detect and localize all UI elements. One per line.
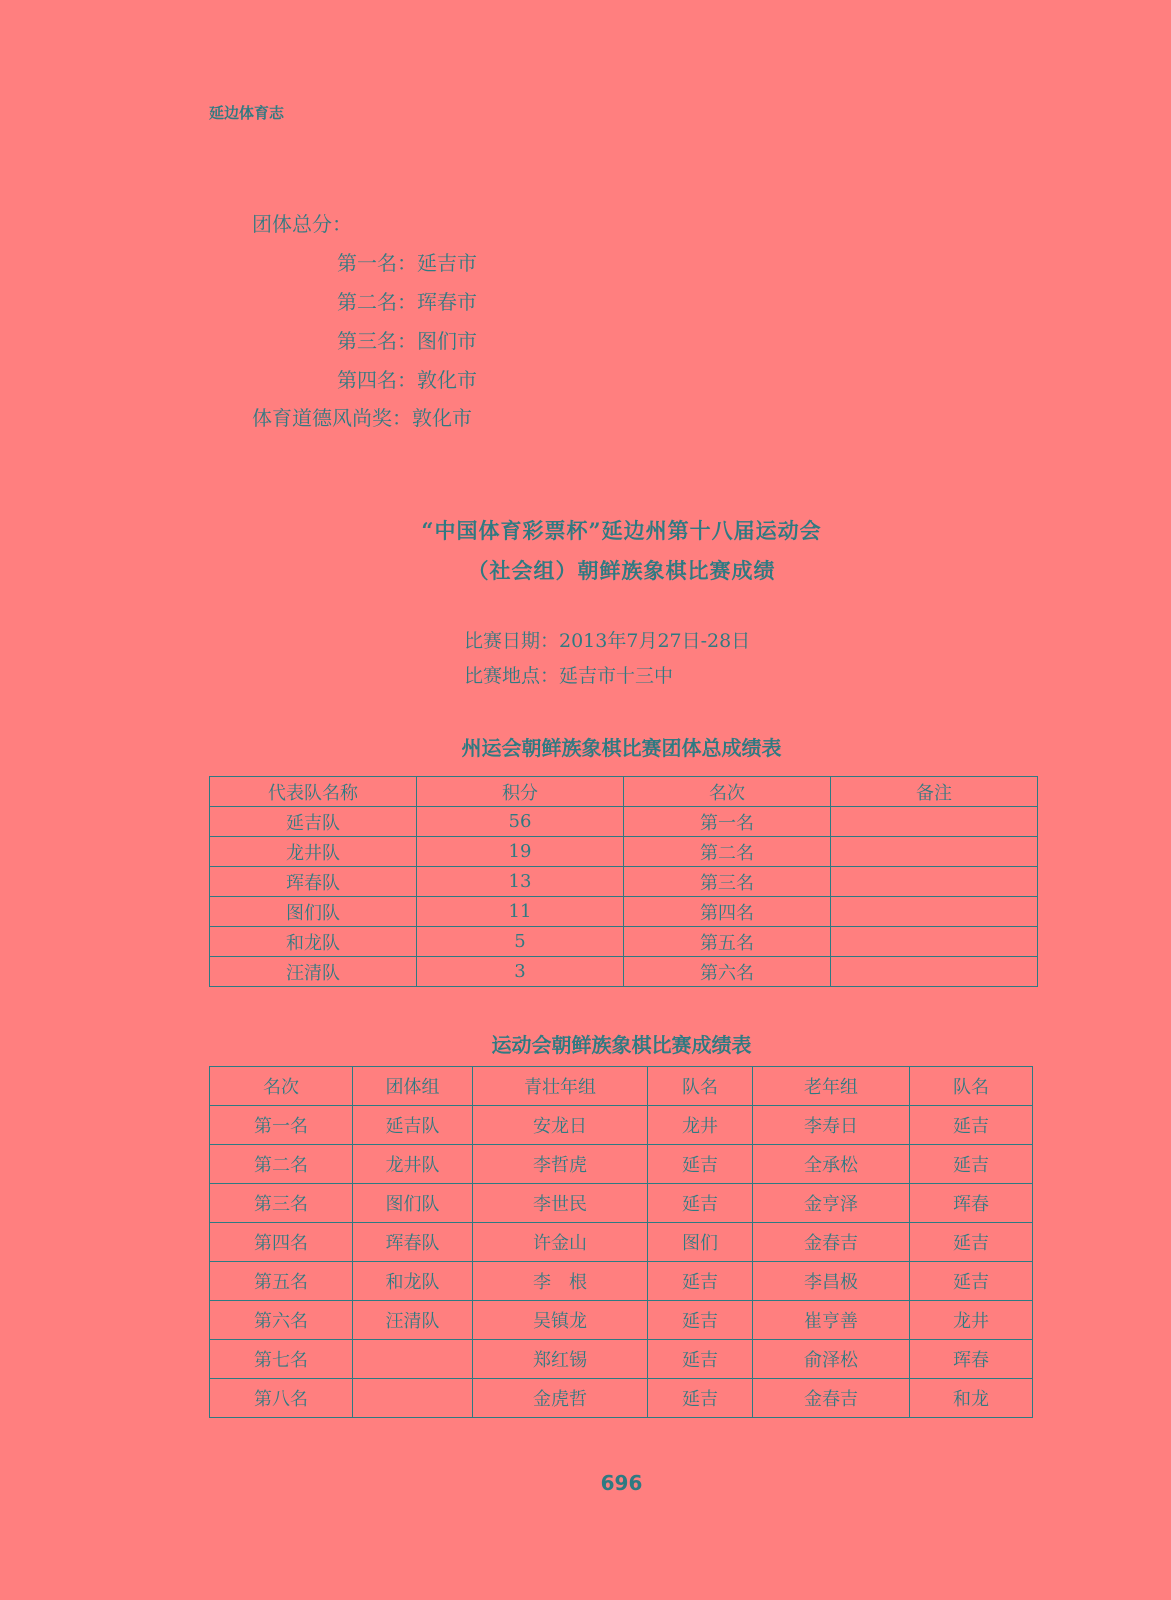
table-cell: 汪清队 bbox=[353, 1301, 473, 1340]
table-row bbox=[210, 927, 1038, 957]
individual-result-table bbox=[209, 1066, 1033, 1418]
table-header-cell: 积分 bbox=[417, 777, 624, 807]
team-rank-2: 第二名：珲春市 bbox=[337, 290, 477, 314]
event-date: 比赛日期：2013年7月27日-28日 bbox=[464, 630, 751, 652]
table-row bbox=[210, 1184, 1033, 1223]
table-cell bbox=[831, 807, 1038, 837]
table-cell: 第二名 bbox=[210, 1145, 353, 1184]
team-total-label: 团体总分： bbox=[252, 212, 352, 236]
table-cell: 11 bbox=[417, 897, 624, 927]
event-title-line2: （社会组）朝鲜族象棋比赛成绩 bbox=[467, 558, 776, 583]
table-cell: 珲春队 bbox=[353, 1223, 473, 1262]
table-cell bbox=[831, 837, 1038, 867]
table2-title: 运动会朝鲜族象棋比赛成绩表 bbox=[491, 1033, 752, 1057]
table1-title: 州运会朝鲜族象棋比赛团体总成绩表 bbox=[461, 736, 782, 760]
sportsmanship-award: 体育道德风尚奖：敦化市 bbox=[252, 406, 472, 430]
table-header-cell: 名次 bbox=[210, 1067, 353, 1106]
table-cell: 延吉 bbox=[648, 1301, 753, 1340]
running-header: 延边体育志 bbox=[209, 104, 285, 122]
table-cell: 第二名 bbox=[624, 837, 831, 867]
table-cell: 延吉 bbox=[910, 1262, 1033, 1301]
team-score-table bbox=[209, 776, 1038, 987]
table-cell: 第三名 bbox=[210, 1184, 353, 1223]
table-row bbox=[210, 1340, 1033, 1379]
table-cell bbox=[831, 957, 1038, 987]
table-cell bbox=[353, 1379, 473, 1418]
table-cell: 延吉 bbox=[648, 1184, 753, 1223]
table-cell: 金虎哲 bbox=[473, 1379, 648, 1418]
table-cell: 延吉 bbox=[910, 1223, 1033, 1262]
table-cell: 56 bbox=[417, 807, 624, 837]
page-number: 696 bbox=[600, 1471, 643, 1495]
table-cell: 龙井队 bbox=[353, 1145, 473, 1184]
table-cell: 延吉 bbox=[910, 1106, 1033, 1145]
table-cell: 延吉 bbox=[648, 1145, 753, 1184]
table-cell: 图们队 bbox=[353, 1184, 473, 1223]
table-header-row bbox=[210, 1067, 1033, 1106]
table-cell bbox=[353, 1340, 473, 1379]
table-header-cell: 备注 bbox=[831, 777, 1038, 807]
table-cell: 郑红锡 bbox=[473, 1340, 648, 1379]
table-row bbox=[210, 897, 1038, 927]
table-cell: 吴镇龙 bbox=[473, 1301, 648, 1340]
table-cell: 图们 bbox=[648, 1223, 753, 1262]
table-header-cell: 老年组 bbox=[753, 1067, 910, 1106]
table-cell: 13 bbox=[417, 867, 624, 897]
table-cell: 全承松 bbox=[753, 1145, 910, 1184]
table-cell: 俞泽松 bbox=[753, 1340, 910, 1379]
table-cell: 崔亨善 bbox=[753, 1301, 910, 1340]
table-cell: 李 根 bbox=[473, 1262, 648, 1301]
table-cell: 图们队 bbox=[210, 897, 417, 927]
table-cell: 3 bbox=[417, 957, 624, 987]
table-cell: 龙井队 bbox=[210, 837, 417, 867]
table-cell: 第五名 bbox=[624, 927, 831, 957]
table-header-cell: 队名 bbox=[648, 1067, 753, 1106]
table-row bbox=[210, 807, 1038, 837]
table-cell: 第三名 bbox=[624, 867, 831, 897]
table-cell: 汪清队 bbox=[210, 957, 417, 987]
table-cell: 和龙 bbox=[910, 1379, 1033, 1418]
table-cell bbox=[831, 867, 1038, 897]
table-cell: 19 bbox=[417, 837, 624, 867]
table-cell: 第五名 bbox=[210, 1262, 353, 1301]
table-cell: 5 bbox=[417, 927, 624, 957]
table-cell: 许金山 bbox=[473, 1223, 648, 1262]
table-row bbox=[210, 1223, 1033, 1262]
table-header-cell: 代表队名称 bbox=[210, 777, 417, 807]
table-row bbox=[210, 1262, 1033, 1301]
table-cell: 第一名 bbox=[624, 807, 831, 837]
table-row bbox=[210, 1145, 1033, 1184]
table-cell: 李哲虎 bbox=[473, 1145, 648, 1184]
table-cell: 安龙日 bbox=[473, 1106, 648, 1145]
event-venue: 比赛地点：延吉市十三中 bbox=[464, 665, 674, 687]
table-cell: 和龙队 bbox=[353, 1262, 473, 1301]
table-cell bbox=[831, 927, 1038, 957]
table-cell: 珲春 bbox=[910, 1340, 1033, 1379]
table-cell: 延吉 bbox=[648, 1262, 753, 1301]
table-cell: 金春吉 bbox=[753, 1223, 910, 1262]
table-row bbox=[210, 837, 1038, 867]
table-cell: 李昌极 bbox=[753, 1262, 910, 1301]
table-cell: 第四名 bbox=[624, 897, 831, 927]
table-cell: 珲春 bbox=[910, 1184, 1033, 1223]
table-cell: 延吉 bbox=[910, 1145, 1033, 1184]
table-cell: 第四名 bbox=[210, 1223, 353, 1262]
table-cell: 龙井 bbox=[648, 1106, 753, 1145]
table-row bbox=[210, 867, 1038, 897]
table-header-cell: 团体组 bbox=[353, 1067, 473, 1106]
table-cell: 延吉 bbox=[648, 1379, 753, 1418]
table-cell: 李寿日 bbox=[753, 1106, 910, 1145]
table-row bbox=[210, 1301, 1033, 1340]
table-row bbox=[210, 957, 1038, 987]
table-header-cell: 队名 bbox=[910, 1067, 1033, 1106]
table-row bbox=[210, 1379, 1033, 1418]
table-cell: 第一名 bbox=[210, 1106, 353, 1145]
table-header-row bbox=[210, 777, 1038, 807]
table-cell: 延吉队 bbox=[353, 1106, 473, 1145]
table-cell: 第六名 bbox=[624, 957, 831, 987]
team-rank-3: 第三名：图们市 bbox=[337, 329, 477, 353]
table-cell: 延吉 bbox=[648, 1340, 753, 1379]
table-row bbox=[210, 1106, 1033, 1145]
team-rank-1: 第一名：延吉市 bbox=[337, 251, 477, 275]
table-cell: 龙井 bbox=[910, 1301, 1033, 1340]
table-cell: 金春吉 bbox=[753, 1379, 910, 1418]
event-title-line1: “中国体育彩票杯”延边州第十八届运动会 bbox=[421, 518, 822, 543]
table-cell: 珲春队 bbox=[210, 867, 417, 897]
table-header-cell: 青壮年组 bbox=[473, 1067, 648, 1106]
table-cell bbox=[831, 897, 1038, 927]
table-cell: 李世民 bbox=[473, 1184, 648, 1223]
table-cell: 和龙队 bbox=[210, 927, 417, 957]
table-cell: 第八名 bbox=[210, 1379, 353, 1418]
team-rank-4: 第四名：敦化市 bbox=[337, 368, 477, 392]
table-cell: 延吉队 bbox=[210, 807, 417, 837]
table-cell: 第六名 bbox=[210, 1301, 353, 1340]
table-cell: 第七名 bbox=[210, 1340, 353, 1379]
table-cell: 金亨泽 bbox=[753, 1184, 910, 1223]
table-header-cell: 名次 bbox=[624, 777, 831, 807]
